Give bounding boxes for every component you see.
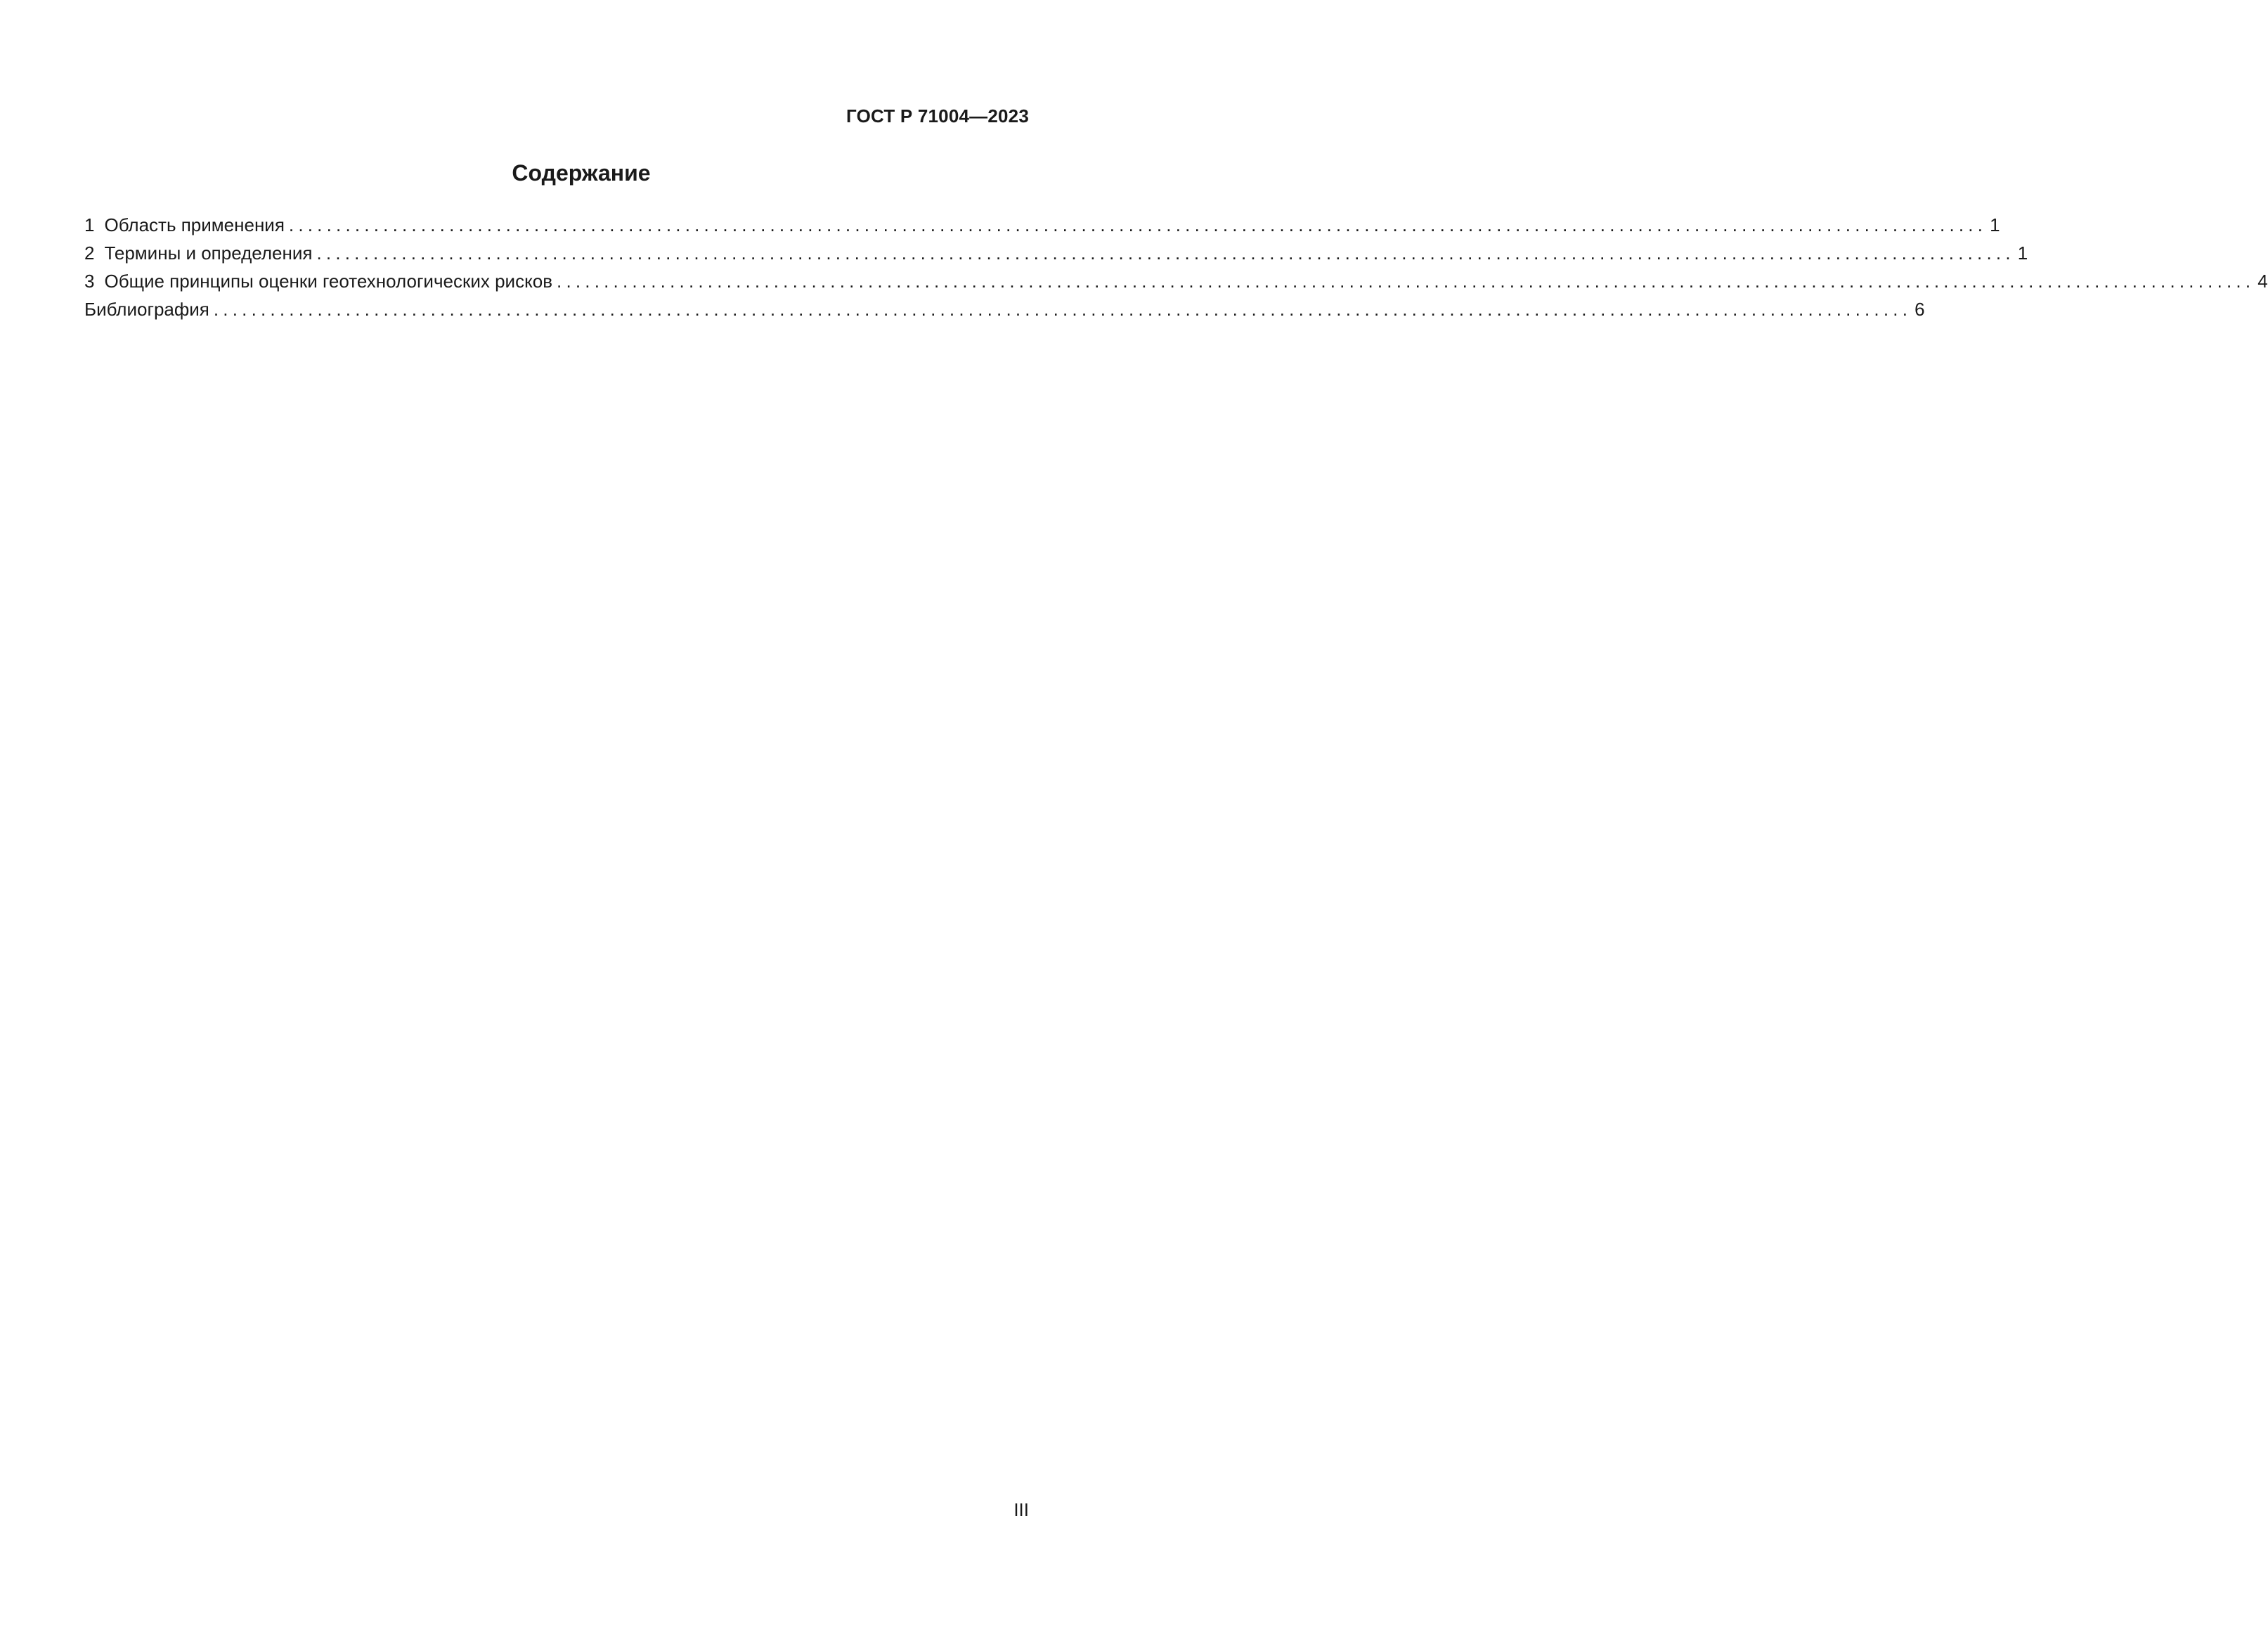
toc-entry[interactable] (84, 295, 1925, 323)
toc-entry-label: Общие принципы оценки геотехнологических рисков (104, 271, 553, 292)
toc-entry-number: 2 (84, 242, 95, 264)
toc-entry[interactable] (84, 211, 2000, 239)
toc-entry-label: Библиография (84, 299, 209, 320)
toc-dot-leader: .................................................................................................................................................................................... (288, 214, 1988, 235)
toc-entry[interactable] (84, 267, 2268, 295)
toc-dot-leader: .................................................................................................................................................................................... (557, 271, 2255, 292)
table-of-contents (84, 211, 2268, 323)
toc-entry-page: 1 (2017, 242, 2028, 264)
toc-entry-page: 6 (1914, 299, 1925, 320)
toc-dot-leader: .................................................................................................................................................................................... (316, 242, 2015, 264)
page-title: Содержание (512, 160, 651, 186)
toc-entry[interactable] (84, 239, 2028, 267)
toc-entry-number: 1 (84, 214, 95, 235)
toc-entry-label: Термины и определения (104, 242, 313, 264)
document-code: ГОСТ Р 71004—2023 (846, 105, 1029, 127)
toc-entry-number: 3 (84, 271, 95, 292)
toc-entry-page: 4 (2257, 271, 2268, 292)
page-number: III (1013, 1499, 1029, 1520)
toc-dot-leader: .................................................................................................................................................................................... (213, 299, 1912, 320)
toc-entry-label: Область применения (104, 214, 285, 235)
toc-entry-page: 1 (1990, 214, 2000, 235)
